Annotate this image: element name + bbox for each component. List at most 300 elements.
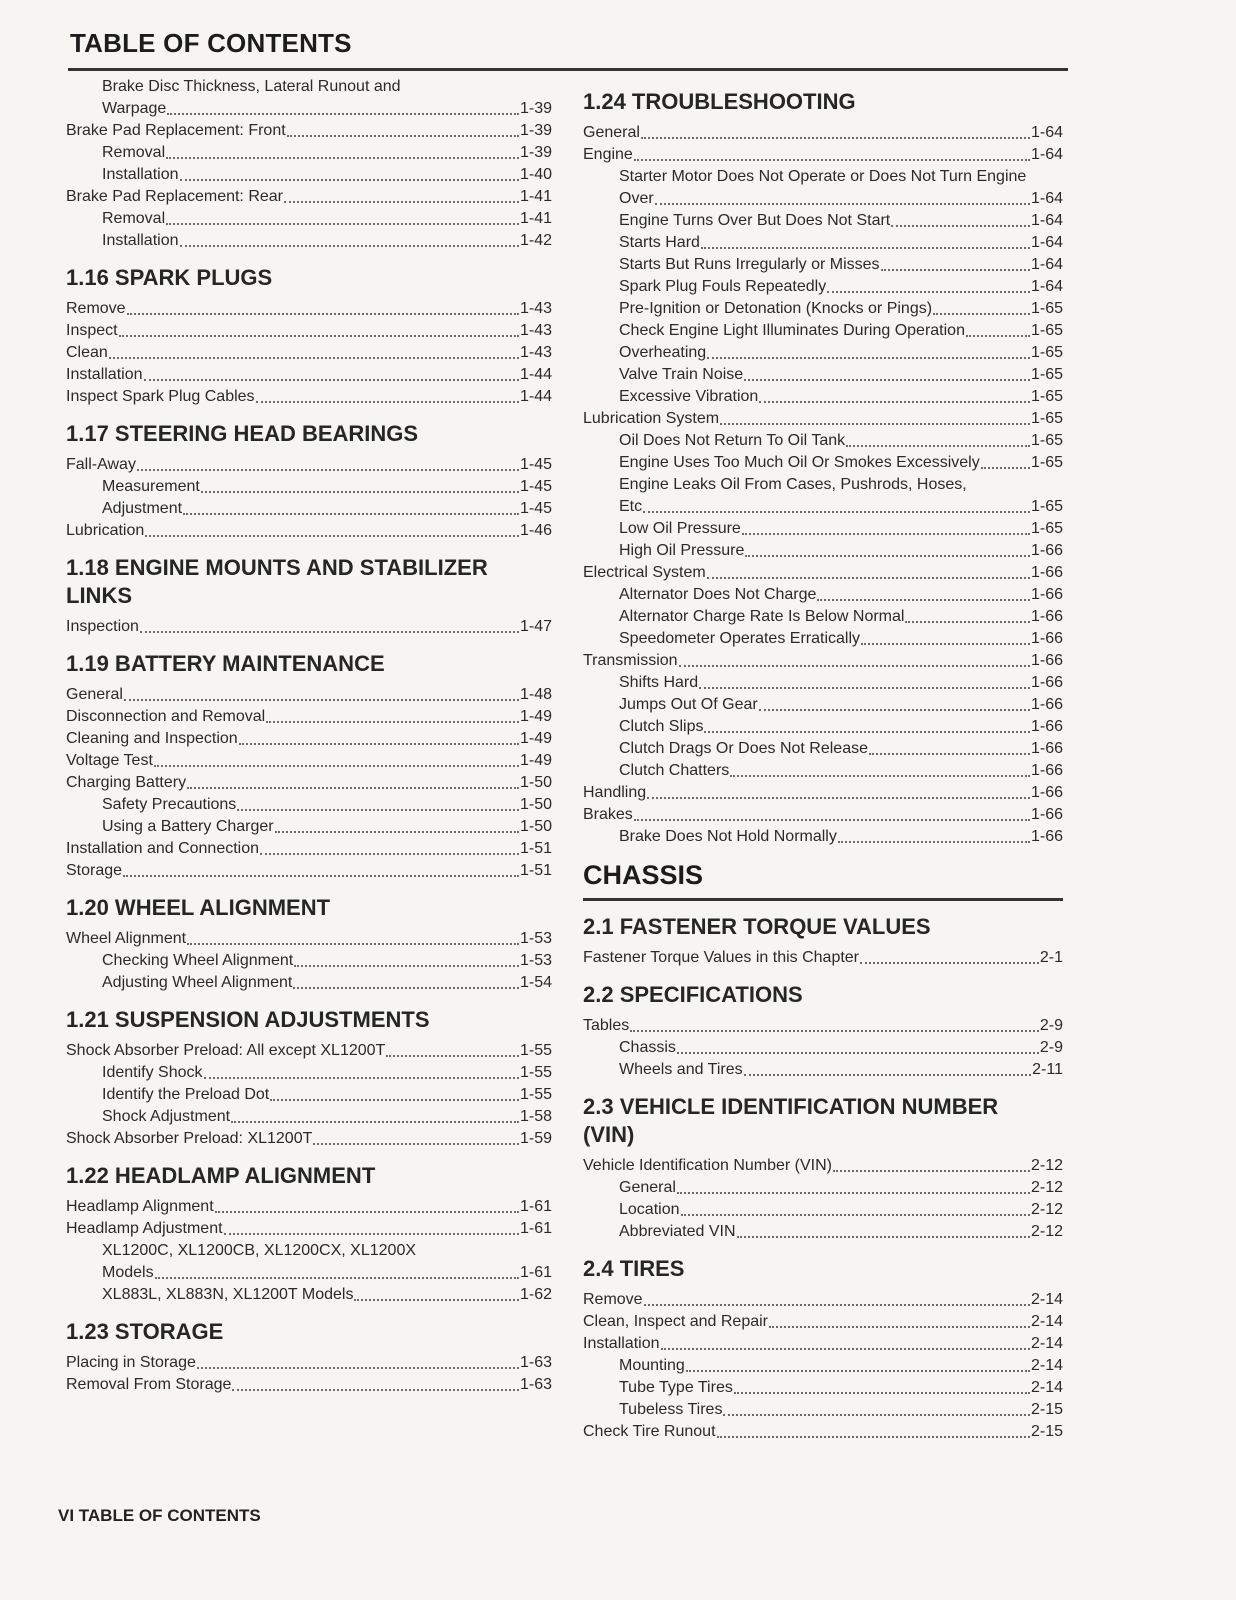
toc-entry-title: Installation and Connection bbox=[66, 840, 260, 857]
toc-entry-page: 1-64 bbox=[1030, 190, 1063, 207]
toc-entry-title: Check Tire Runout bbox=[583, 1423, 716, 1440]
dot-leader bbox=[144, 379, 519, 381]
toc-entry[interactable] bbox=[583, 760, 1063, 782]
dot-leader bbox=[266, 721, 519, 723]
dot-leader bbox=[730, 775, 1030, 777]
toc-entry[interactable] bbox=[66, 1218, 552, 1240]
section-heading[interactable]: 1.24 TROUBLESHOOTING bbox=[583, 89, 856, 114]
toc-entry[interactable] bbox=[583, 1355, 1063, 1377]
page-title: TABLE OF CONTENTS bbox=[70, 28, 352, 58]
toc-entry-title: Headlamp Adjustment bbox=[66, 1220, 223, 1237]
toc-entry-title: Valve Train Noise bbox=[619, 366, 744, 383]
toc-entry-page: 1-50 bbox=[519, 774, 552, 791]
section-heading[interactable]: 2.2 SPECIFICATIONS bbox=[583, 982, 803, 1007]
toc-entry[interactable] bbox=[66, 298, 552, 320]
toc-entry[interactable] bbox=[583, 1333, 1063, 1355]
toc-entry-title: Adjustment bbox=[102, 500, 183, 517]
toc-entry-title: Inspect bbox=[66, 322, 118, 339]
toc-entry-title: Starts But Runs Irregularly or Misses bbox=[619, 256, 880, 273]
toc-entry-page: 1-65 bbox=[1030, 520, 1063, 537]
dot-leader bbox=[745, 555, 1030, 557]
toc-entry[interactable] bbox=[66, 616, 552, 638]
toc-entry[interactable] bbox=[583, 122, 1063, 144]
toc-entry-title: Checking Wheel Alignment bbox=[102, 952, 294, 969]
toc-entry-page: 1-66 bbox=[1030, 652, 1063, 669]
toc-entry-title: Jumps Out Of Gear bbox=[619, 696, 758, 713]
toc-entry[interactable] bbox=[66, 772, 552, 794]
left-column bbox=[66, 76, 552, 1396]
toc-entry-title: Wheels and Tires bbox=[619, 1061, 743, 1078]
toc-entry-page: 1-62 bbox=[519, 1286, 552, 1303]
toc-entry[interactable] bbox=[583, 672, 1063, 694]
toc-entry[interactable] bbox=[583, 694, 1063, 716]
toc-entry[interactable] bbox=[583, 738, 1063, 760]
toc-entry[interactable] bbox=[66, 1262, 552, 1284]
toc-entry-page: 1-66 bbox=[1030, 696, 1063, 713]
dot-leader bbox=[634, 819, 1030, 821]
toc-entry[interactable] bbox=[583, 1155, 1063, 1177]
dot-leader bbox=[187, 787, 519, 789]
toc-entry-page: 1-51 bbox=[519, 862, 552, 879]
toc-entry[interactable] bbox=[583, 606, 1063, 628]
toc-entry-title: Fastener Torque Values in this Chapter bbox=[583, 949, 860, 966]
toc-entry-page: 1-45 bbox=[519, 500, 552, 517]
section-heading[interactable]: 2.4 TIRES bbox=[583, 1256, 685, 1281]
toc-entry[interactable] bbox=[583, 782, 1063, 804]
dot-leader bbox=[827, 291, 1030, 293]
toc-entry[interactable] bbox=[583, 210, 1063, 232]
toc-entry[interactable] bbox=[66, 972, 552, 994]
toc-entry[interactable] bbox=[583, 540, 1063, 562]
dot-leader bbox=[386, 1055, 519, 1057]
toc-entry-title: Adjusting Wheel Alignment bbox=[102, 974, 293, 991]
toc-entry-page: 1-65 bbox=[1030, 410, 1063, 427]
toc-entry[interactable] bbox=[66, 342, 552, 364]
toc-entry[interactable] bbox=[66, 1040, 552, 1062]
toc-group bbox=[66, 684, 552, 882]
toc-entry-page: 1-53 bbox=[519, 952, 552, 969]
toc-entry[interactable] bbox=[66, 98, 552, 120]
dot-leader bbox=[354, 1299, 519, 1301]
toc-entry[interactable] bbox=[66, 706, 552, 728]
toc-entry[interactable] bbox=[583, 430, 1063, 452]
toc-entry-page: 1-63 bbox=[519, 1376, 552, 1393]
dot-leader bbox=[891, 225, 1030, 227]
toc-entry-page: 1-55 bbox=[519, 1064, 552, 1081]
dot-leader bbox=[256, 401, 519, 403]
dot-leader bbox=[641, 137, 1030, 139]
toc-entry[interactable] bbox=[66, 208, 552, 230]
toc-entry-title: Mounting bbox=[619, 1357, 685, 1374]
dot-leader bbox=[232, 1389, 519, 1391]
toc-entry[interactable] bbox=[583, 1399, 1063, 1421]
toc-entry-title: Spark Plug Fouls Repeatedly bbox=[619, 278, 827, 295]
dot-leader bbox=[717, 1436, 1030, 1438]
toc-entry-title: Vehicle Identification Number (VIN) bbox=[583, 1157, 832, 1174]
toc-entry[interactable] bbox=[66, 120, 552, 142]
toc-entry[interactable] bbox=[583, 562, 1063, 584]
toc-entry-page: 1-54 bbox=[519, 974, 552, 991]
toc-entry-title: Engine Uses Too Much Oil Or Smokes Excessively bbox=[619, 454, 980, 471]
toc-entry-title: Installation bbox=[102, 166, 179, 183]
page-footer: VI TABLE OF CONTENTS bbox=[58, 1506, 261, 1525]
toc-entry[interactable] bbox=[583, 232, 1063, 254]
toc-entry-title: Overheating bbox=[619, 344, 707, 361]
toc-entry-page: 1-45 bbox=[519, 478, 552, 495]
toc-group bbox=[66, 76, 552, 252]
toc-entry-title: Chassis bbox=[619, 1039, 676, 1056]
toc-entry-title: Disconnection and Removal bbox=[66, 708, 266, 725]
toc-entry[interactable] bbox=[66, 816, 552, 838]
toc-entry[interactable] bbox=[583, 716, 1063, 738]
toc-entry-title: Placing in Storage bbox=[66, 1354, 196, 1371]
toc-entry[interactable] bbox=[66, 386, 552, 408]
toc-entry-title: Inspection bbox=[66, 618, 139, 635]
toc-entry-title: High Oil Pressure bbox=[619, 542, 745, 559]
dot-leader bbox=[860, 962, 1039, 964]
dot-leader bbox=[119, 335, 519, 337]
toc-entry-title: Cleaning and Inspection bbox=[66, 730, 238, 747]
toc-entry-title: Starts Hard bbox=[619, 234, 700, 251]
toc-entry[interactable] bbox=[583, 1311, 1063, 1333]
toc-entry-title: Installation bbox=[102, 232, 179, 249]
toc-entry[interactable] bbox=[583, 1177, 1063, 1199]
chapter-heading[interactable]: CHASSIS bbox=[583, 860, 704, 890]
dot-leader bbox=[313, 1143, 519, 1145]
toc-entry[interactable] bbox=[583, 144, 1063, 166]
toc-entry[interactable] bbox=[66, 838, 552, 860]
toc-entry-title: Low Oil Pressure bbox=[619, 520, 741, 537]
dot-leader bbox=[701, 247, 1030, 249]
toc-entry[interactable] bbox=[583, 320, 1063, 342]
toc-entry-page: 1-65 bbox=[1030, 432, 1063, 449]
dot-leader bbox=[966, 335, 1030, 337]
toc-entry-title: Inspect Spark Plug Cables bbox=[66, 388, 255, 405]
toc-entry-page: 2-15 bbox=[1030, 1423, 1063, 1440]
toc-group bbox=[583, 122, 1063, 848]
toc-entry[interactable] bbox=[66, 320, 552, 342]
dot-leader bbox=[287, 135, 519, 137]
toc-entry[interactable] bbox=[66, 1128, 552, 1150]
dot-leader bbox=[647, 797, 1030, 799]
toc-entry[interactable] bbox=[583, 298, 1063, 320]
dot-leader bbox=[231, 1121, 519, 1123]
dot-leader bbox=[204, 1077, 519, 1079]
toc-entry-title: Shock Absorber Preload: XL1200T bbox=[66, 1130, 313, 1147]
toc-entry[interactable] bbox=[583, 188, 1063, 210]
toc-entry-page: 2-12 bbox=[1030, 1223, 1063, 1240]
toc-entry-title: Alternator Does Not Charge bbox=[619, 586, 817, 603]
dot-leader bbox=[707, 577, 1030, 579]
dot-leader bbox=[155, 1277, 519, 1279]
toc-entry-page: 1-64 bbox=[1030, 212, 1063, 229]
toc-entry-page: 1-65 bbox=[1030, 388, 1063, 405]
toc-entry-continued-text: XL1200C, XL1200CB, XL1200CX, XL1200X bbox=[102, 1242, 417, 1259]
section-heading[interactable]: 1.21 SUSPENSION ADJUSTMENTS bbox=[66, 1007, 430, 1032]
toc-entry[interactable] bbox=[583, 1289, 1063, 1311]
dot-leader bbox=[187, 943, 519, 945]
dot-leader bbox=[127, 313, 519, 315]
toc-entry-page: 1-65 bbox=[1030, 300, 1063, 317]
toc-entry-page: 1-39 bbox=[519, 100, 552, 117]
toc-entry[interactable] bbox=[583, 650, 1063, 672]
toc-entry-title: Over bbox=[619, 190, 654, 207]
section-heading-line: LINKS bbox=[66, 583, 132, 608]
toc-entry-title: Transmission bbox=[583, 652, 678, 669]
dot-leader bbox=[905, 621, 1030, 623]
dot-leader bbox=[681, 1214, 1030, 1216]
toc-entry-page: 1-40 bbox=[519, 166, 552, 183]
toc-entry[interactable] bbox=[66, 164, 552, 186]
toc-entry-title: Identify Shock bbox=[102, 1064, 203, 1081]
toc-entry[interactable] bbox=[66, 186, 552, 208]
toc-entry-title: Installation bbox=[583, 1335, 660, 1352]
section-heading[interactable]: 1.23 STORAGE bbox=[66, 1319, 224, 1344]
section-heading[interactable]: 1.16 SPARK PLUGS bbox=[66, 265, 273, 290]
toc-entry[interactable] bbox=[66, 476, 552, 498]
dot-leader bbox=[744, 379, 1030, 381]
section-heading[interactable]: 1.20 WHEEL ALIGNMENT bbox=[66, 895, 331, 920]
toc-entry-page: 1-64 bbox=[1030, 234, 1063, 251]
toc-entry-title: Shock Absorber Preload: All except XL1200T bbox=[66, 1042, 386, 1059]
toc-entry-page: 1-42 bbox=[519, 232, 552, 249]
dot-leader bbox=[270, 1099, 519, 1101]
toc-entry-title: Fall-Away bbox=[66, 456, 136, 473]
toc-entry-page: 1-65 bbox=[1030, 322, 1063, 339]
toc-entry[interactable] bbox=[583, 1377, 1063, 1399]
toc-entry[interactable] bbox=[583, 1059, 1063, 1081]
toc-entry[interactable] bbox=[66, 928, 552, 950]
toc-entry[interactable] bbox=[66, 498, 552, 520]
dot-leader bbox=[293, 987, 519, 989]
toc-entry[interactable] bbox=[66, 364, 552, 386]
toc-entry[interactable] bbox=[66, 1374, 552, 1396]
toc-entry[interactable] bbox=[66, 1062, 552, 1084]
toc-entry-title: Engine bbox=[583, 146, 633, 163]
toc-entry-title: Brakes bbox=[583, 806, 633, 823]
dot-leader bbox=[817, 599, 1030, 601]
toc-entry-page: 1-49 bbox=[519, 752, 552, 769]
dot-leader bbox=[224, 1233, 519, 1235]
toc-entry[interactable] bbox=[66, 1196, 552, 1218]
toc-entry-page: 1-58 bbox=[519, 1108, 552, 1125]
toc-group bbox=[66, 616, 552, 638]
toc-entry-page: 1-55 bbox=[519, 1042, 552, 1059]
toc-entry-page: 2-9 bbox=[1039, 1017, 1063, 1034]
toc-entry[interactable] bbox=[66, 728, 552, 750]
toc-entry-title: Installation bbox=[66, 366, 143, 383]
dot-leader bbox=[677, 1192, 1030, 1194]
toc-entry[interactable] bbox=[583, 1221, 1063, 1243]
section-heading[interactable]: 1.17 STEERING HEAD BEARINGS bbox=[66, 421, 419, 446]
dot-leader bbox=[742, 533, 1030, 535]
toc-entry[interactable] bbox=[66, 1284, 552, 1306]
toc-entry-page: 1-61 bbox=[519, 1220, 552, 1237]
toc-entry-page: 2-14 bbox=[1030, 1335, 1063, 1352]
toc-entry-title: Check Engine Light Illuminates During Operation bbox=[619, 322, 965, 339]
toc-entry[interactable] bbox=[66, 142, 552, 164]
toc-entry-page: 1-66 bbox=[1030, 828, 1063, 845]
toc-entry-page: 2-12 bbox=[1030, 1201, 1063, 1218]
toc-entry[interactable] bbox=[66, 794, 552, 816]
toc-entry-page: 2-9 bbox=[1039, 1039, 1063, 1056]
toc-entry-page: 1-64 bbox=[1030, 256, 1063, 273]
dot-leader bbox=[644, 1304, 1030, 1306]
toc-group bbox=[66, 1040, 552, 1150]
toc-entry-title: Brake Does Not Hold Normally bbox=[619, 828, 837, 845]
dot-leader bbox=[180, 245, 519, 247]
toc-entry[interactable] bbox=[583, 496, 1063, 518]
toc-entry-title: Measurement bbox=[102, 478, 200, 495]
dot-leader bbox=[260, 853, 519, 855]
toc-entry[interactable] bbox=[66, 860, 552, 882]
toc-entry-title: Lubrication bbox=[66, 522, 145, 539]
toc-entry-title: Tube Type Tires bbox=[619, 1379, 733, 1396]
dot-leader bbox=[237, 809, 519, 811]
toc-entry-title: Removal bbox=[102, 210, 166, 227]
toc-entry-page: 2-14 bbox=[1030, 1313, 1063, 1330]
dot-leader bbox=[881, 269, 1030, 271]
dot-leader bbox=[838, 841, 1030, 843]
toc-entry-continued-text: Engine Leaks Oil From Cases, Pushrods, Hoses, bbox=[619, 476, 967, 493]
dot-leader bbox=[846, 445, 1030, 447]
dot-leader bbox=[861, 643, 1030, 645]
dot-leader bbox=[166, 157, 519, 159]
toc-entry-page: 1-44 bbox=[519, 388, 552, 405]
toc-entry-page: 1-53 bbox=[519, 930, 552, 947]
dot-leader bbox=[197, 1367, 519, 1369]
toc-entry[interactable] bbox=[583, 254, 1063, 276]
dot-leader bbox=[109, 357, 519, 359]
toc-entry-title: Etc bbox=[619, 498, 643, 515]
toc-entry-page: 1-65 bbox=[1030, 344, 1063, 361]
toc-entry[interactable] bbox=[583, 804, 1063, 826]
toc-entry-page: 1-43 bbox=[519, 300, 552, 317]
toc-entry-page: 1-66 bbox=[1030, 674, 1063, 691]
toc-entry[interactable] bbox=[583, 408, 1063, 430]
toc-entry-title: Lubrication System bbox=[583, 410, 720, 427]
toc-entry[interactable] bbox=[66, 750, 552, 772]
toc-entry-title: Shifts Hard bbox=[619, 674, 699, 691]
toc-entry[interactable] bbox=[583, 826, 1063, 848]
toc-entry-page: 1-66 bbox=[1030, 608, 1063, 625]
toc-entry-page: 1-66 bbox=[1030, 564, 1063, 581]
section-heading-line: (VIN) bbox=[583, 1122, 635, 1147]
toc-entry-page: 1-55 bbox=[519, 1086, 552, 1103]
toc-entry-title: Brake Pad Replacement: Front bbox=[66, 122, 286, 139]
toc-entry-title: Handling bbox=[583, 784, 647, 801]
toc-group bbox=[583, 947, 1063, 969]
dot-leader bbox=[737, 1236, 1030, 1238]
toc-entry[interactable] bbox=[583, 1037, 1063, 1059]
toc-entry-title: Voltage Test bbox=[66, 752, 153, 769]
toc-entry[interactable] bbox=[583, 518, 1063, 540]
dot-leader bbox=[145, 535, 519, 537]
toc-entry[interactable] bbox=[66, 520, 552, 542]
dot-leader bbox=[630, 1030, 1039, 1032]
toc-entry[interactable] bbox=[583, 584, 1063, 606]
toc-entry-page: 1-43 bbox=[519, 322, 552, 339]
toc-entry-page: 1-51 bbox=[519, 840, 552, 857]
toc-entry[interactable] bbox=[583, 452, 1063, 474]
toc-entry[interactable] bbox=[66, 1106, 552, 1128]
toc-entry-title: Brake Pad Replacement: Rear bbox=[66, 188, 283, 205]
dot-leader bbox=[180, 179, 519, 181]
toc-entry[interactable] bbox=[583, 386, 1063, 408]
toc-entry-page: 1-66 bbox=[1030, 806, 1063, 823]
dot-leader bbox=[679, 665, 1030, 667]
dot-leader bbox=[655, 203, 1030, 205]
toc-entry-continued-text: Brake Disc Thickness, Lateral Runout and bbox=[102, 78, 401, 95]
toc-entry-title: Removal From Storage bbox=[66, 1376, 232, 1393]
right-column bbox=[583, 76, 1063, 1443]
section-heading[interactable]: 1.19 BATTERY MAINTENANCE bbox=[66, 651, 385, 676]
toc-entry-page: 1-66 bbox=[1030, 762, 1063, 779]
toc-entry[interactable] bbox=[583, 1199, 1063, 1221]
toc-entry-page: 1-64 bbox=[1030, 278, 1063, 295]
dot-leader bbox=[275, 831, 519, 833]
toc-group bbox=[66, 298, 552, 408]
toc-entry[interactable] bbox=[66, 1352, 552, 1374]
toc-entry-page: 1-66 bbox=[1030, 740, 1063, 757]
toc-entry-continued-text: Starter Motor Does Not Operate or Does Not Turn Engine bbox=[619, 168, 1027, 185]
toc-entry-page: 1-66 bbox=[1030, 542, 1063, 559]
dot-leader bbox=[215, 1211, 519, 1213]
toc-entry-page: 1-49 bbox=[519, 708, 552, 725]
toc-group bbox=[66, 928, 552, 994]
toc-entry-page: 1-66 bbox=[1030, 784, 1063, 801]
toc-entry[interactable] bbox=[583, 364, 1063, 386]
dot-leader bbox=[707, 357, 1030, 359]
toc-entry-title: General bbox=[619, 1179, 676, 1196]
toc-entry[interactable] bbox=[583, 342, 1063, 364]
toc-entry-title: Location bbox=[619, 1201, 680, 1218]
toc-entry-page: 1-45 bbox=[519, 456, 552, 473]
toc-entry-title: Clutch Drags Or Does Not Release bbox=[619, 740, 868, 757]
toc-entry[interactable] bbox=[66, 1084, 552, 1106]
toc-entry-page: 2-14 bbox=[1030, 1291, 1063, 1308]
toc-entry-title: Clutch Slips bbox=[619, 718, 704, 735]
dot-leader bbox=[239, 743, 519, 745]
toc-entry[interactable] bbox=[66, 454, 552, 476]
toc-entry[interactable] bbox=[66, 684, 552, 706]
toc-entry-title: XL883L, XL883N, XL1200T Models bbox=[102, 1286, 354, 1303]
section-heading[interactable] bbox=[66, 554, 552, 610]
dot-leader bbox=[137, 469, 519, 471]
section-heading[interactable]: 2.1 FASTENER TORQUE VALUES bbox=[583, 914, 931, 939]
toc-entry[interactable] bbox=[583, 947, 1063, 969]
toc-entry[interactable] bbox=[66, 230, 552, 252]
toc-entry[interactable] bbox=[583, 628, 1063, 650]
toc-entry-page: 1-65 bbox=[1030, 366, 1063, 383]
toc-entry-page: 1-61 bbox=[519, 1264, 552, 1281]
toc-entry-page: 1-63 bbox=[519, 1354, 552, 1371]
dot-leader bbox=[686, 1370, 1030, 1372]
toc-entry[interactable] bbox=[583, 1015, 1063, 1037]
toc-entry-page: 2-11 bbox=[1032, 1061, 1063, 1078]
toc-entry-page: 1-47 bbox=[519, 618, 552, 635]
toc-entry-page: 1-50 bbox=[519, 818, 552, 835]
toc-entry[interactable] bbox=[583, 1421, 1063, 1443]
toc-entry[interactable] bbox=[583, 276, 1063, 298]
section-heading[interactable] bbox=[583, 1093, 1063, 1149]
section-heading[interactable]: 1.22 HEADLAMP ALIGNMENT bbox=[66, 1163, 376, 1188]
toc-entry-title: Clean, Inspect and Repair bbox=[583, 1313, 768, 1330]
dot-leader bbox=[124, 699, 519, 701]
toc-entry[interactable] bbox=[66, 950, 552, 972]
dot-leader bbox=[661, 1348, 1030, 1350]
toc-entry-title: Clean bbox=[66, 344, 108, 361]
